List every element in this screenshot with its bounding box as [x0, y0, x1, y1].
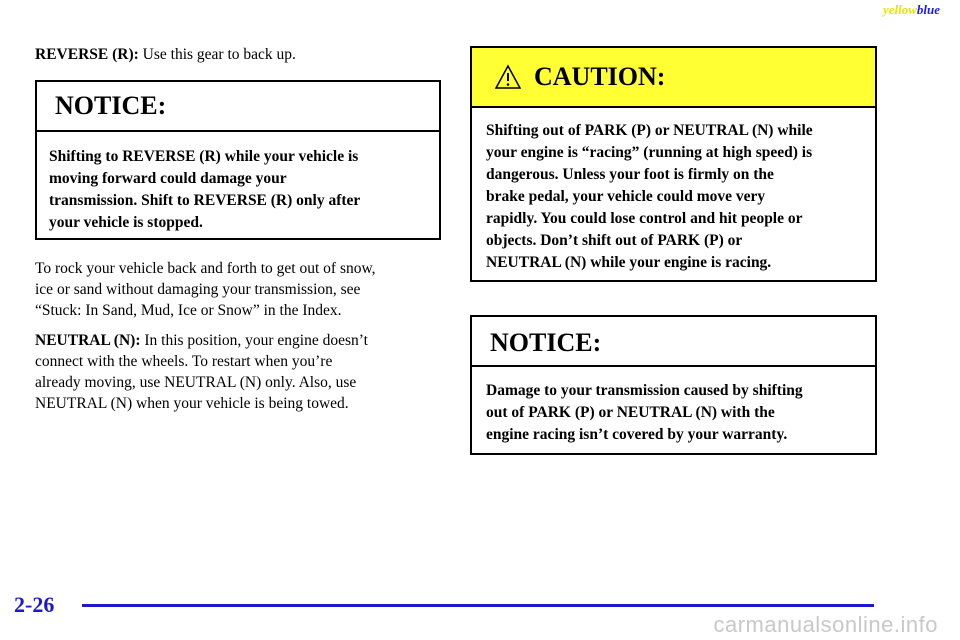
- caution-line: your engine is “racing” (running at high speed) is: [486, 144, 813, 161]
- notice-body: [472, 367, 875, 446]
- neutral-line: already moving, use NEUTRAL (N) only. Also, use: [35, 374, 357, 391]
- notice-body: [37, 132, 439, 234]
- notice-line: your vehicle is stopped.: [49, 214, 203, 231]
- color-blue-text: blue: [916, 2, 940, 17]
- caution-body: [472, 108, 875, 274]
- neutral-text: In this position, your engine doesn’t: [140, 332, 368, 349]
- neutral-line: connect with the wheels. To restart when you’re: [35, 353, 333, 370]
- color-code-label: [883, 2, 940, 18]
- reverse-label: REVERSE (R):: [35, 46, 139, 63]
- reverse-text: Use this gear to back up.: [138, 46, 296, 63]
- notice-line: out of PARK (P) or NEUTRAL (N) with the: [486, 404, 775, 421]
- caution-line: objects. Don’t shift out of PARK (P) or: [486, 232, 743, 249]
- caution-title: CAUTION:: [534, 62, 666, 91]
- neutral-line-first: [35, 330, 455, 351]
- footer-rule: [82, 604, 874, 607]
- reverse-paragraph: [35, 44, 445, 65]
- neutral-line: NEUTRAL (N) when your vehicle is being towed.: [35, 395, 349, 412]
- color-yellow-text: yellow: [882, 2, 917, 17]
- notice-box-warranty: [470, 315, 877, 455]
- caution-line: brake pedal, your vehicle could move very: [486, 188, 766, 205]
- caution-line: NEUTRAL (N) while your engine is racing.: [486, 254, 772, 271]
- caution-line: rapidly. You could lose control and hit people or: [486, 210, 803, 227]
- notice-title: NOTICE:: [472, 317, 875, 367]
- warning-triangle-icon: [494, 64, 522, 90]
- caution-header: [472, 48, 875, 108]
- caution-line: Shifting out of PARK (P) or NEUTRAL (N) while: [486, 122, 813, 139]
- caution-box: [470, 46, 877, 282]
- notice-line: transmission. Shift to REVERSE (R) only after: [49, 192, 361, 209]
- notice-line: Shifting to REVERSE (R) while your vehicle is: [49, 148, 359, 165]
- caution-line: dangerous. Unless your foot is firmly on the: [486, 166, 774, 183]
- notice-box-reverse: [35, 80, 441, 240]
- notice-line: engine racing isn’t covered by your warranty.: [486, 426, 788, 443]
- watermark: carmanualsonline.info: [713, 612, 938, 637]
- neutral-label: NEUTRAL (N):: [35, 332, 141, 349]
- notice-title: NOTICE:: [37, 82, 439, 132]
- neutral-paragraph: [35, 330, 455, 414]
- rock-line: ice or sand without damaging your transmission, see: [35, 281, 361, 298]
- rock-line: “Stuck: In Sand, Mud, Ice or Snow” in the Index.: [35, 302, 342, 319]
- notice-line: Damage to your transmission caused by shifting: [486, 382, 803, 399]
- rock-paragraph: [35, 258, 455, 321]
- notice-line: moving forward could damage your: [49, 170, 287, 187]
- rock-line: To rock your vehicle back and forth to get out of snow,: [35, 260, 376, 277]
- page-number: 2-26: [14, 592, 55, 617]
